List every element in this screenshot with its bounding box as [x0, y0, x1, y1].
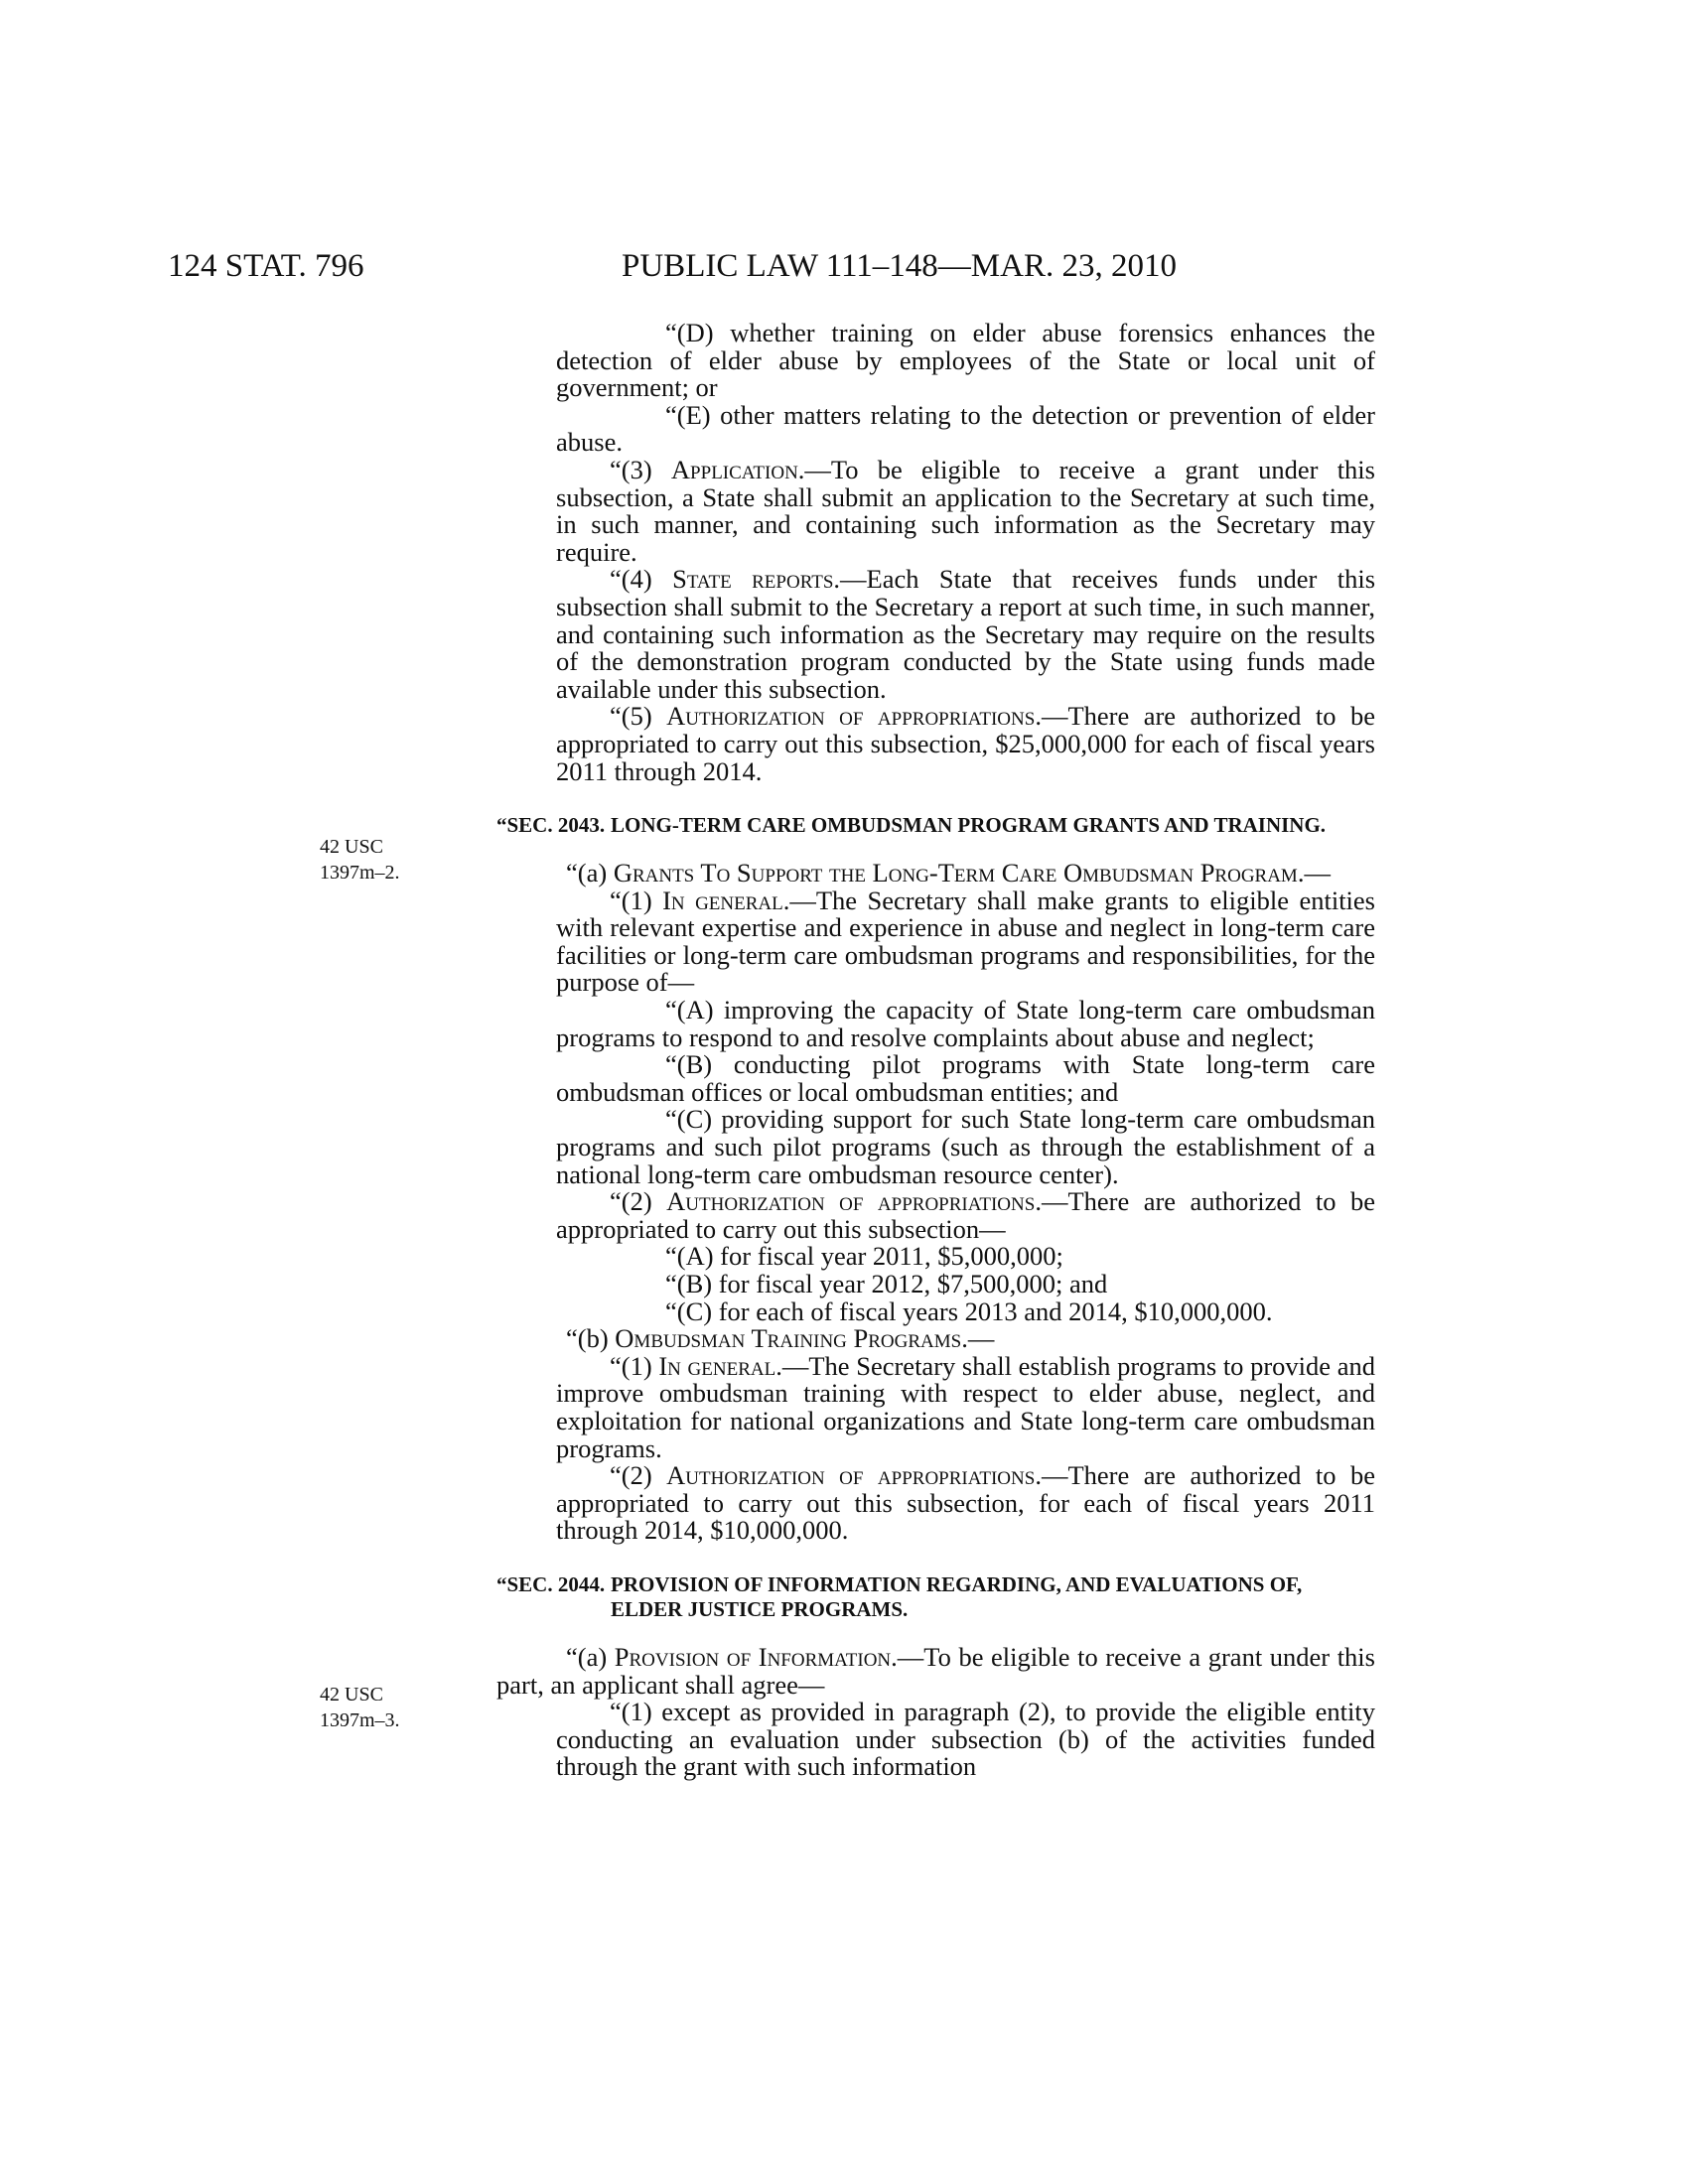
- paragraph-text: .—The Secretary shall establish programs to provide and improve ombudsman training with respect to elder abuse, neglect, and exploitation for national organizations and State long-term care ombudsman programs.: [556, 1350, 1375, 1463]
- subsection-a-grants: [496, 860, 1375, 887]
- section-2043-heading: [496, 813, 1375, 838]
- paragraph-caption: Authorization of appropriations: [666, 1186, 1036, 1217]
- paragraph-caption: In general: [658, 1350, 776, 1381]
- section-number: “SEC. 2044.: [496, 1571, 606, 1596]
- section-title: PROVISION OF INFORMATION REGARDING, AND EVALUATIONS OF, ELDER JUSTICE PROGRAMS.: [611, 1571, 1303, 1621]
- paragraph-b2-authorization: [496, 1462, 1375, 1545]
- document-body: [496, 320, 1375, 1781]
- paragraph-caption: Provision of Information: [614, 1641, 892, 1672]
- paragraph-a2A: “(A) for fiscal year 2011, $5,000,000;: [665, 1241, 1063, 1272]
- paragraph-D: “(D) whether training on elder abuse forensics enhances the detection of elder abuse by employees of the State or local unit of government; or: [556, 318, 1375, 403]
- paragraph-caption: State reports: [672, 564, 834, 595]
- usc-note-line: 1397m–3.: [320, 1709, 400, 1731]
- stat-page-number: 124 STAT. 796: [168, 248, 364, 284]
- paragraph-a1C: “(C) providing support for such State long-term care ombudsman programs and such pilot programs (such as through the establishment of a national long-term care ombudsman resource center).: [556, 1104, 1375, 1189]
- paragraph-a1B: “(B) conducting pilot programs with State long-term care ombudsman offices or local ombudsman entities; and: [556, 1049, 1375, 1107]
- paragraph-b1-in-general: [496, 1350, 1375, 1463]
- paragraph-text: .—To be eligible to receive a grant under this part, an applicant shall agree—: [496, 1641, 1375, 1700]
- paragraph-text: .—There are authorized to be appropriated to carry out this subsection, for each of fiscal years 2011 through 2014, $10,000,000.: [556, 1460, 1375, 1546]
- paragraph-lead: “(5): [610, 701, 667, 732]
- paragraph-a1-in-general: [496, 887, 1375, 997]
- paragraph-lead: “(4): [610, 564, 673, 595]
- paragraph-lead: “(a): [566, 858, 614, 888]
- paragraph-caption: Grants To Support the Long-Term Care Ombudsman Program: [613, 858, 1298, 888]
- subsection-a-provision: [496, 1641, 1375, 1700]
- paragraph-1-except: “(1) except as provided in paragraph (2), to provide the eligible entity conducting an evaluation under subsection (b) of the activities funded through the grant with such information: [556, 1697, 1375, 1782]
- paragraph-3-application: [496, 454, 1375, 567]
- paragraph-lead: “(a): [566, 1641, 615, 1672]
- paragraph-text: .—There are authorized to be appropriated to carry out this subsection—: [556, 1186, 1375, 1244]
- paragraph-a2C: “(C) for each of fiscal years 2013 and 2014, $10,000,000.: [665, 1296, 1273, 1326]
- paragraph-lead: “(2): [610, 1186, 667, 1217]
- usc-margin-note: [320, 1682, 400, 1733]
- paragraph-caption: Application: [670, 454, 798, 484]
- section-number: “SEC. 2043.: [496, 813, 606, 838]
- paragraph-4-state-reports: [496, 566, 1375, 703]
- paragraph-text: .—: [961, 1323, 995, 1354]
- usc-margin-note: [320, 834, 400, 886]
- usc-note-line: 1397m–2.: [320, 862, 400, 884]
- paragraph-lead: “(3): [610, 454, 671, 484]
- subsection-b-training: [496, 1325, 1375, 1353]
- running-header: PUBLIC LAW 111–148—MAR. 23, 2010: [622, 248, 1177, 284]
- paragraph-a2B: “(B) for fiscal year 2012, $7,500,000; and: [665, 1269, 1108, 1298]
- usc-note-line: 42 USC: [320, 836, 383, 858]
- paragraph-text: .—: [1297, 858, 1331, 888]
- paragraph-caption: Ombudsman Training Programs: [615, 1323, 962, 1354]
- paragraph-E: “(E) other matters relating to the detection or prevention of elder abuse.: [556, 399, 1375, 458]
- paragraph-text: .—To be eligible to receive a grant under this subsection, a State shall submit an application to the Secretary at such time, in such manner, and containing such information as the Secretary may require.: [556, 454, 1375, 567]
- paragraph-lead: “(2): [610, 1460, 667, 1491]
- paragraph-lead: “(1): [610, 1350, 659, 1381]
- paragraph-text: .—The Secretary shall make grants to eligible entities with relevant expertise and experience in abuse and neglect in long-term care facilities or long-term care ombudsman programs and responsibilities, for the purpose of—: [556, 885, 1375, 998]
- paragraph-caption: Authorization of appropriations: [666, 701, 1036, 732]
- paragraph-5-authorization: [496, 703, 1375, 785]
- paragraph-a1A: “(A) improving the capacity of State long-term care ombudsman programs to respond to and resolve complaints about abuse and neglect;: [556, 995, 1375, 1052]
- paragraph-lead: “(b): [566, 1323, 616, 1354]
- paragraph-text: .—There are authorized to be appropriated to carry out this subsection, $25,000,000 for each of fiscal years 2011 through 2014.: [556, 701, 1375, 786]
- section-2044-heading: [496, 1572, 1375, 1622]
- paragraph-text: .—Each State that receives funds under this subsection shall submit to the Secretary a report at such time, in such manner, and containing such information as the Secretary may require on the results of the demonstration program conducted by the State using funds made available under this subsection.: [556, 564, 1376, 704]
- usc-note-line: 42 USC: [320, 1684, 383, 1706]
- paragraph-caption: Authorization of appropriations: [666, 1460, 1036, 1491]
- paragraph-a2-authorization: [496, 1188, 1375, 1243]
- paragraph-lead: “(1): [610, 885, 663, 915]
- paragraph-caption: In general: [662, 885, 783, 915]
- section-title: LONG-TERM CARE OMBUDSMAN PROGRAM GRANTS AND TRAINING.: [611, 813, 1327, 838]
